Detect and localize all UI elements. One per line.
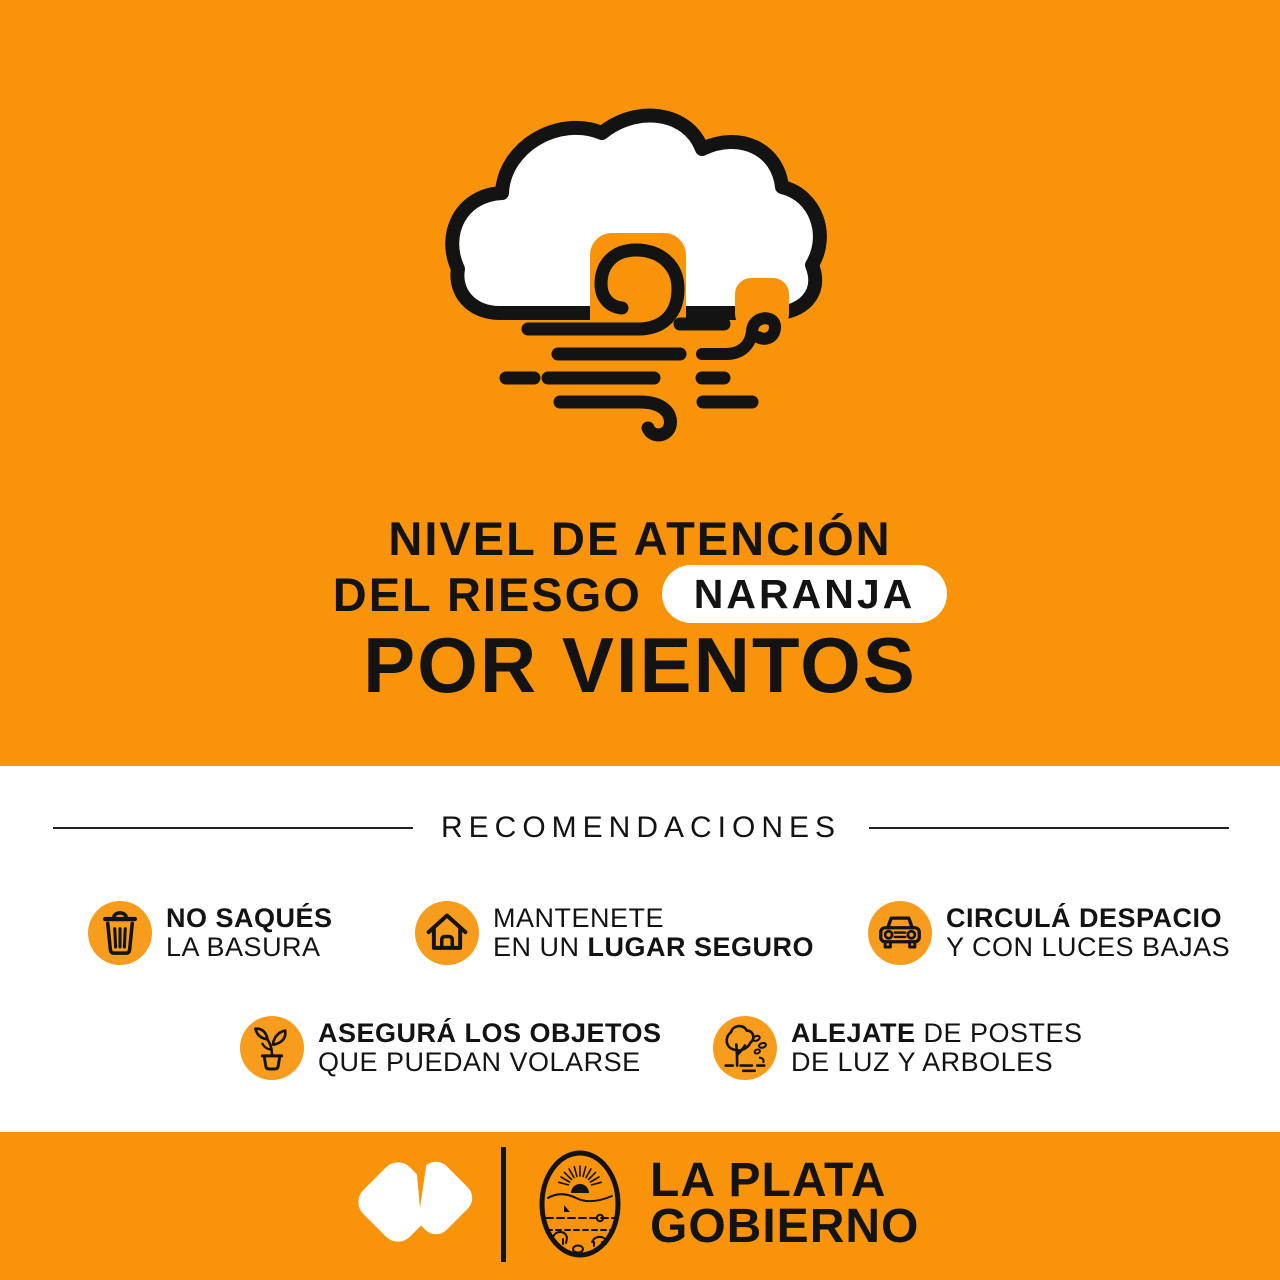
heading-rule-right xyxy=(869,827,1229,829)
recommendations-section xyxy=(0,766,1280,1132)
alert-title-line2 xyxy=(0,564,1280,624)
recommendation-text: MANTENETE EN UN LUGAR SEGURO xyxy=(493,903,815,962)
recommendation-item-trash xyxy=(88,901,333,965)
recommendation-text: ASEGURÁ LOS OBJETOS QUE PUEDAN VOLARSE xyxy=(318,1018,662,1077)
wind-curl-bottom xyxy=(560,402,670,435)
org-name-line2: GOBIERNO xyxy=(650,1200,920,1253)
alert-title-line3: POR VIENTOS xyxy=(363,621,917,709)
house-icon xyxy=(415,901,479,965)
car-icon xyxy=(868,901,932,965)
recommendation-text: ALEJATE DE POSTES DE LUZ Y ARBOLES xyxy=(791,1018,1083,1077)
recommendation-text: NO SAQUÉS LA BASURA xyxy=(166,903,333,962)
heart-logo xyxy=(357,1156,477,1254)
org-wordmark xyxy=(650,1154,920,1253)
risk-level-badge: NARANJA xyxy=(662,565,947,623)
tree-icon xyxy=(713,1016,777,1080)
alert-title-line1: NIVEL DE ATENCIÓN xyxy=(388,512,892,565)
footer-bar xyxy=(0,1132,1280,1280)
heading-rule-left xyxy=(53,827,413,829)
wind-cloud-icon xyxy=(440,85,840,445)
city-seal xyxy=(536,1148,624,1260)
footer-divider xyxy=(501,1147,506,1262)
alert-title-line2-text: DEL RIESGO xyxy=(332,567,642,621)
org-name-line1: LA PLATA xyxy=(650,1154,887,1207)
recommendations-heading-row xyxy=(0,808,1280,848)
recommendations-heading: RECOMENDACIONES xyxy=(440,811,842,844)
recommendation-item-plant xyxy=(240,1016,662,1080)
recommendation-item-car xyxy=(868,901,1230,965)
recommendation-text: CIRCULÁ DESPACIO Y CON LUCES BAJAS xyxy=(946,903,1231,962)
recommendation-item-tree xyxy=(713,1016,1083,1080)
trash-icon xyxy=(88,901,152,965)
plant-icon xyxy=(240,1016,304,1080)
recommendation-item-house xyxy=(415,901,814,965)
